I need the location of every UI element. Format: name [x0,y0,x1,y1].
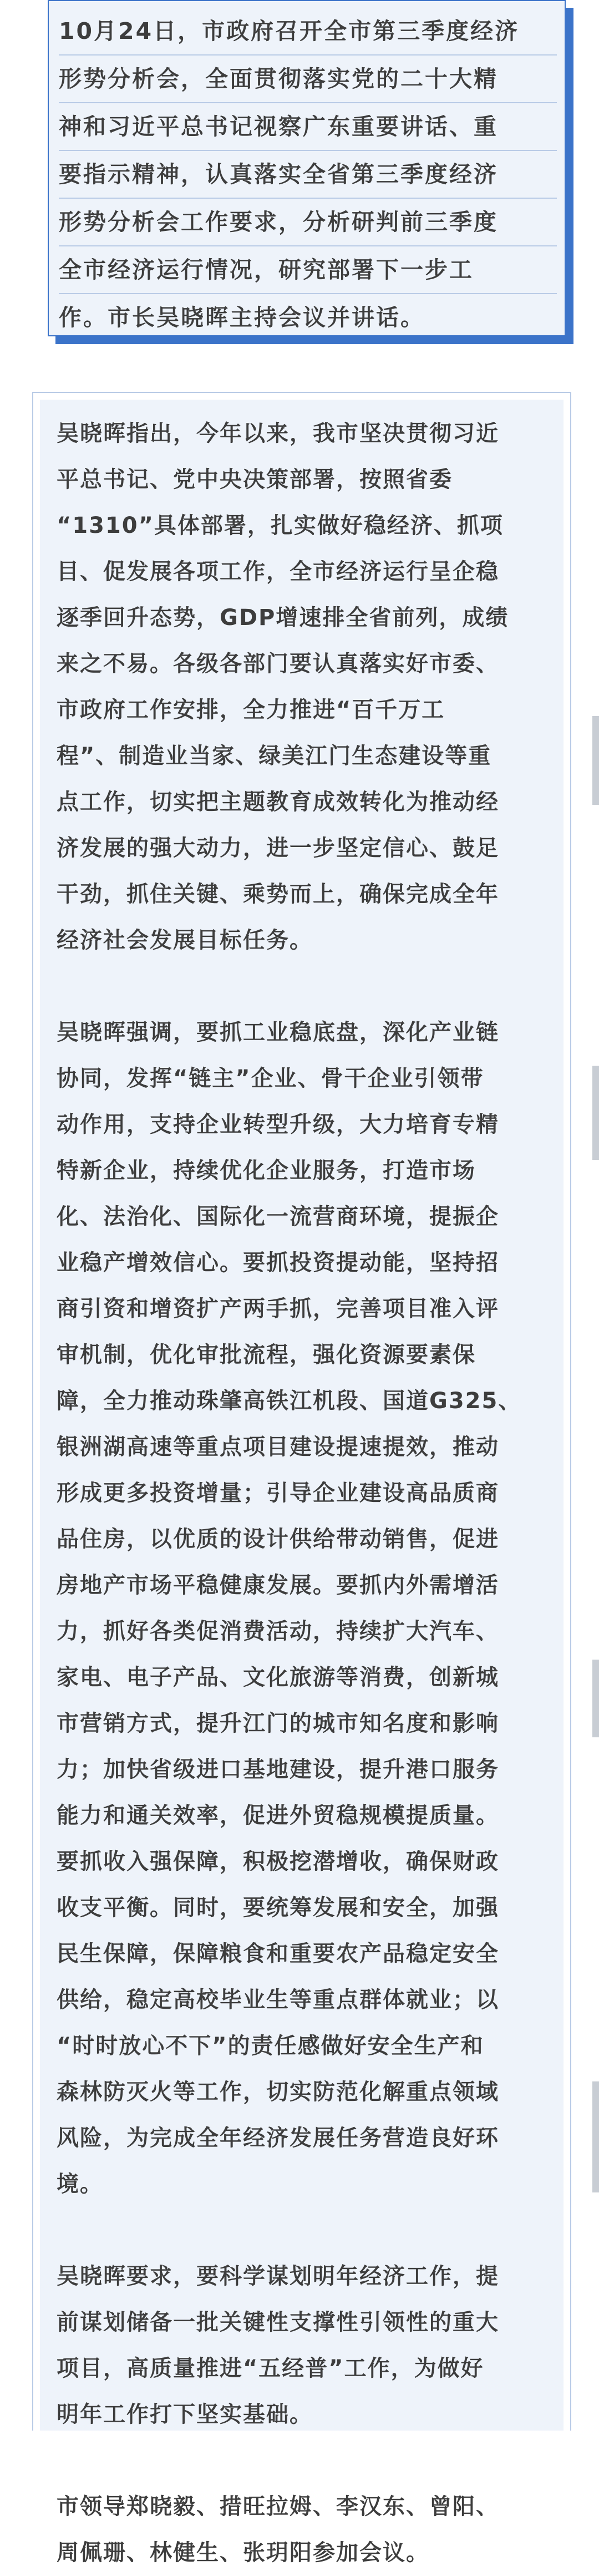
paragraph-line: 吴晓晖要求，要科学谋划明年经济工作，提 [57,2264,499,2289]
paragraph-line: 商引资和增资扩产两手抓，完善项目准入评 [57,1296,499,1322]
edge-marker [592,1066,599,1160]
paragraph-summary [57,400,564,964]
paragraph-line: 审机制，优化审批流程，强化资源要素保 [57,1342,476,1368]
paragraph-line: 要抓收入强保障，积极挖潜增收，确保财政 [57,1849,499,1874]
paragraph-line: “1310”具体部署，扎实做好稳经济、抓项 [57,513,504,538]
paragraph-line: 市政府工作安排，全力推进“百千万工 [57,697,445,723]
paragraph-line: 力，抓好各类促消费活动，持续扩大汽车、 [57,1619,499,1644]
paragraph-line: 程”、制造业当家、绿美江门生态建设等重 [57,743,492,769]
article-body [40,400,564,2565]
lead-line: 10月24日，市政府召开全市第三季度经济 [59,8,557,56]
paragraph-line: 境。 [57,2171,103,2197]
paragraph-line: 家电、电子产品、文化旅游等消费，创新城 [57,1665,499,1690]
paragraph-line: 收支平衡。同时，要统筹发展和安全，加强 [57,1895,499,1920]
lead-line: 要指示精神，认真落实全省第三季度经济 [59,151,557,199]
lead-line: 作。市长吴晓晖主持会议并讲话。 [59,304,425,331]
paragraph-line: 来之不易。各级各部门要认真落实好市委、 [57,651,499,677]
paragraph-line: 协同，发挥“链主”企业、骨干企业引领带 [57,1066,484,1091]
paragraph-line: 周佩珊、林健生、张玥阳参加会议。 [57,2540,429,2565]
paragraph-line: 房地产市场平稳健康发展。要抓内外需增活 [57,1572,499,1598]
paragraph-line: 风险，为完成全年经济发展任务营造良好环 [57,2125,499,2151]
lead-summary-box [48,0,566,336]
paragraph-line: 障，全力推动珠肇高铁江机段、国道G325、 [57,1388,522,1414]
paragraph-line: 特新企业，持续优化企业服务，打造市场 [57,1158,476,1183]
paragraph-line: 经济社会发展目标任务。 [57,927,313,953]
lead-line: 形势分析会工作要求，分析研判前三季度 [59,199,557,246]
paragraph-line: 点工作，切实把主题教育成效转化为推动经 [57,789,499,815]
paragraph-line: 济发展的强大动力，进一步坚定信心、鼓足 [57,835,499,861]
paragraph-attendees [57,2484,564,2576]
paragraph-line: 化、法治化、国际化一流营商环境，提振企 [57,1204,499,1229]
edge-marker [592,2081,599,2192]
paragraph-line: 项目，高质量推进“五经普”工作，为做好 [57,2356,484,2381]
article-body-frame [32,392,571,2565]
paragraph-line: 目、促发展各项工作，全市经济运行呈企稳 [57,559,499,584]
paragraph-line: “时时放心不下”的责任感做好安全生产和 [57,2033,484,2059]
paragraph-line: 能力和通关效率，促进外贸稳规模提质量。 [57,1803,499,1828]
paragraph-line: 吴晓晖指出，今年以来，我市坚决贯彻习近 [57,421,499,446]
paragraph-line: 供给，稳定高校毕业生等重点群体就业；以 [57,1987,499,2013]
paragraph-line: 形成更多投资增量；引导企业建设高品质商 [57,1480,499,1506]
paragraph-line: 森林防灭火等工作，切实防范化解重点领域 [57,2079,499,2105]
paragraph-line: 前谋划储备一批关键性支撑性引领性的重大 [57,2310,499,2335]
paragraph-line: 市领导郑晓毅、措旺拉姆、李汉东、曾阳、 [57,2494,499,2519]
paragraph-line: 力；加快省级进口基地建设，提升港口服务 [57,1757,499,1782]
edge-marker [592,716,599,805]
paragraph-line: 银洲湖高速等重点项目建设提速提效，推动 [57,1434,499,1460]
lead-box-content [48,0,566,336]
lead-line: 神和习近平总书记视察广东重要讲话、重 [59,103,557,151]
paragraph-line: 逐季回升态势，GDP增速排全省前列，成绩 [57,605,509,631]
lead-line: 形势分析会，全面贯彻落实党的二十大精 [59,56,557,103]
paragraph-line: 平总书记、党中央决策部署，按照省委 [57,467,453,492]
paragraph-line: 市营销方式，提升江门的城市知名度和影响 [57,1711,499,1736]
paragraph-line: 动作用，支持企业转型升级，大力培育专精 [57,1112,499,1137]
edge-marker [592,1660,599,1737]
paragraph-line: 品住房，以优质的设计供给带动销售，促进 [57,1526,499,1552]
lead-line: 全市经济运行情况，研究部署下一步工 [59,246,557,294]
paragraph-emphasis [57,1010,564,2207]
paragraph-line: 民生保障，保障粮食和重要农产品稳定安全 [57,1941,499,1967]
paragraph-line: 干劲，抓住关键、乘势而上，确保完成全年 [57,881,499,907]
paragraph-line: 业稳产增效信心。要抓投资提动能，坚持招 [57,1250,499,1276]
paragraph-requirement [57,2254,564,2438]
paragraph-line: 明年工作打下坚实基础。 [57,2402,313,2427]
paragraph-line: 吴晓晖强调，要抓工业稳底盘，深化产业链 [57,1020,499,1045]
